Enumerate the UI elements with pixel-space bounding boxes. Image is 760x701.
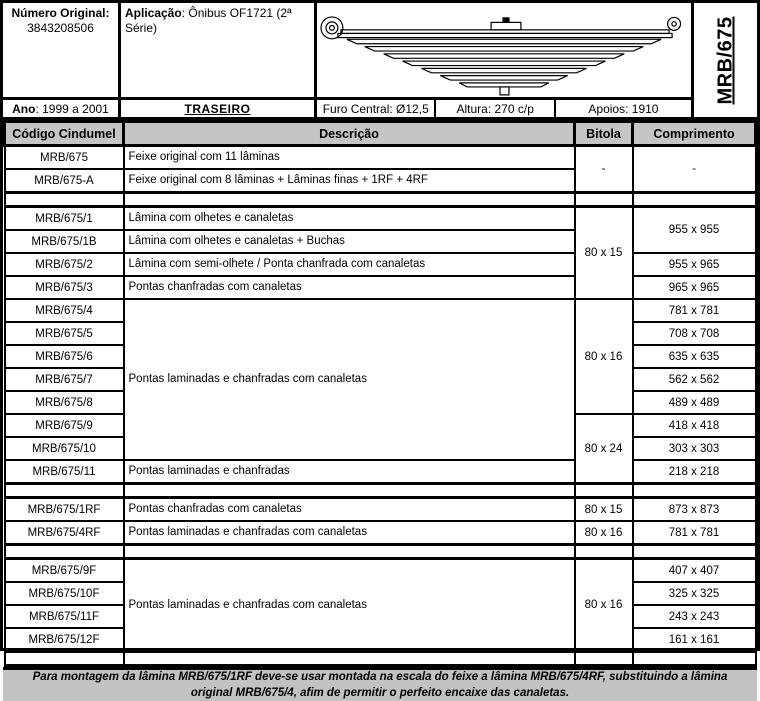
empty-cell [633,193,756,207]
empty-cell [5,545,124,559]
value-cell: 80 x 16 [575,521,633,545]
table-row [5,146,756,170]
separator-row [5,652,756,666]
original-number-box [3,3,121,97]
description-cell: Pontas laminadas e chanfradas com canaletas [124,559,575,652]
description-cell: Lâmina com semi-olhete / Ponta chanfrada com canaletas [124,253,575,276]
table-row [5,299,756,322]
value-cell: 80 x 24 [575,414,633,484]
code-cell: MRB/675/11F [5,605,124,628]
code-cell: MRB/675/6 [5,345,124,368]
description-cell: Pontas chanfradas com canaletas [124,276,575,299]
table-row [5,276,756,299]
parts-table-body [5,146,756,666]
description-cell: Lâmina com olhetes e canaletas + Buchas [124,230,575,253]
value-cell: 80 x 15 [575,498,633,522]
column-header-bitola: Bitola [575,122,633,146]
value-cell: 80 x 16 [575,559,633,652]
table-row [5,559,756,583]
description-cell: Pontas laminadas e chanfradas com canaletas [124,299,575,460]
empty-cell [124,193,575,207]
description-cell: Feixe original com 8 lâminas + Lâminas finas + 1RF + 4RF [124,169,575,193]
column-header-comprimento: Comprimento [633,122,756,146]
code-cell: MRB/675/4 [5,299,124,322]
code-cell: MRB/675 [5,146,124,170]
empty-cell [5,652,124,666]
empty-cell [633,652,756,666]
code-cell: MRB/675/1B [5,230,124,253]
value-cell: 781 x 781 [633,299,756,322]
code-cell: MRB/675/9F [5,559,124,583]
value-cell: - [575,146,633,193]
application-label: Aplicação [125,6,182,20]
empty-cell [633,484,756,498]
original-number-label: Número Original: [11,6,110,20]
table-row [5,207,756,231]
position-label: TRASEIRO [121,97,317,118]
supports-spec: Apoios: 1910 [588,102,659,117]
value-cell: 873 x 873 [633,498,756,522]
code-cell: MRB/675/11 [5,460,124,484]
model-code-label: MRB/675 [714,16,737,105]
value-cell: 562 x 562 [633,368,756,391]
value-cell: 955 x 965 [633,253,756,276]
description-cell: Pontas laminadas e chanfradas com canaletas [124,521,575,545]
code-cell: MRB/675/4RF [5,521,124,545]
value-cell: 80 x 16 [575,299,633,414]
code-cell: MRB/675/3 [5,276,124,299]
value-cell: 965 x 965 [633,276,756,299]
table-header-row [5,122,756,146]
code-cell: MRB/675/10F [5,582,124,605]
application-value: : Ônibus OF1721 (2ª Série) [125,6,292,35]
value-cell: 781 x 781 [633,521,756,545]
description-cell: Pontas laminadas e chanfradas [124,460,575,484]
value-cell: 325 x 325 [633,582,756,605]
separator-row [5,193,756,207]
table-row [5,253,756,276]
table-row [5,521,756,545]
empty-cell [124,484,575,498]
height-spec: Altura: 270 c/p [436,100,555,118]
code-cell: MRB/675/1 [5,207,124,231]
value-cell: 708 x 708 [633,322,756,345]
code-cell: MRB/675/8 [5,391,124,414]
value-cell: 407 x 407 [633,559,756,583]
empty-cell [124,652,575,666]
empty-cell [575,484,633,498]
separator-row [5,484,756,498]
original-number-value: 3843208506 [27,21,94,35]
value-cell: 418 x 418 [633,414,756,437]
value-cell: 489 x 489 [633,391,756,414]
central-hole-spec: Furo Central: Ø12,5 [317,100,436,118]
code-cell: MRB/675/5 [5,322,124,345]
separator-row [5,545,756,559]
value-cell: 635 x 635 [633,345,756,368]
leaf-spring-icon [317,3,691,97]
model-code-box [694,3,757,118]
empty-cell [575,652,633,666]
code-cell: MRB/675/10 [5,437,124,460]
value-cell: 80 x 15 [575,207,633,300]
table-row [5,498,756,522]
empty-cell [5,484,124,498]
sheet-header [3,3,757,120]
description-cell: Feixe original com 11 lâminas [124,146,575,170]
description-cell: Lâmina com olhetes e canaletas [124,207,575,231]
value-cell: 218 x 218 [633,460,756,484]
value-cell: 243 x 243 [633,605,756,628]
value-cell: - [633,146,756,193]
specs-row [317,97,694,118]
code-cell: MRB/675/9 [5,414,124,437]
code-cell: MRB/675/12F [5,628,124,652]
description-cell: Pontas chanfradas com canaletas [124,498,575,522]
column-header-descricao: Descrição [124,122,575,146]
footer-note: Para montagem da lâmina MRB/675/1RF deve-se usar montada na escala do feixe a lâmina MRB/675/4RF, substituindo a lâmina original MRB/675/4, afim de permitir o perfeito encaixe das canaletas. [3,667,757,701]
parts-table [3,120,757,667]
year-box [3,97,121,118]
code-cell: MRB/675/1RF [5,498,124,522]
empty-cell [633,545,756,559]
code-cell: MRB/675/7 [5,368,124,391]
table-row [5,460,756,484]
code-cell: MRB/675-A [5,169,124,193]
value-cell: 955 x 955 [633,207,756,254]
value-cell: 303 x 303 [633,437,756,460]
empty-cell [575,193,633,207]
year-label: Ano [12,102,36,117]
empty-cell [124,545,575,559]
empty-cell [575,545,633,559]
year-value: : 1999 a 2001 [35,102,109,117]
application-box [121,3,317,97]
column-header-codigo: Código Cindumel [5,122,124,146]
value-cell: 161 x 161 [633,628,756,652]
leaf-spring-diagram-box [317,3,694,97]
code-cell: MRB/675/2 [5,253,124,276]
empty-cell [5,193,124,207]
